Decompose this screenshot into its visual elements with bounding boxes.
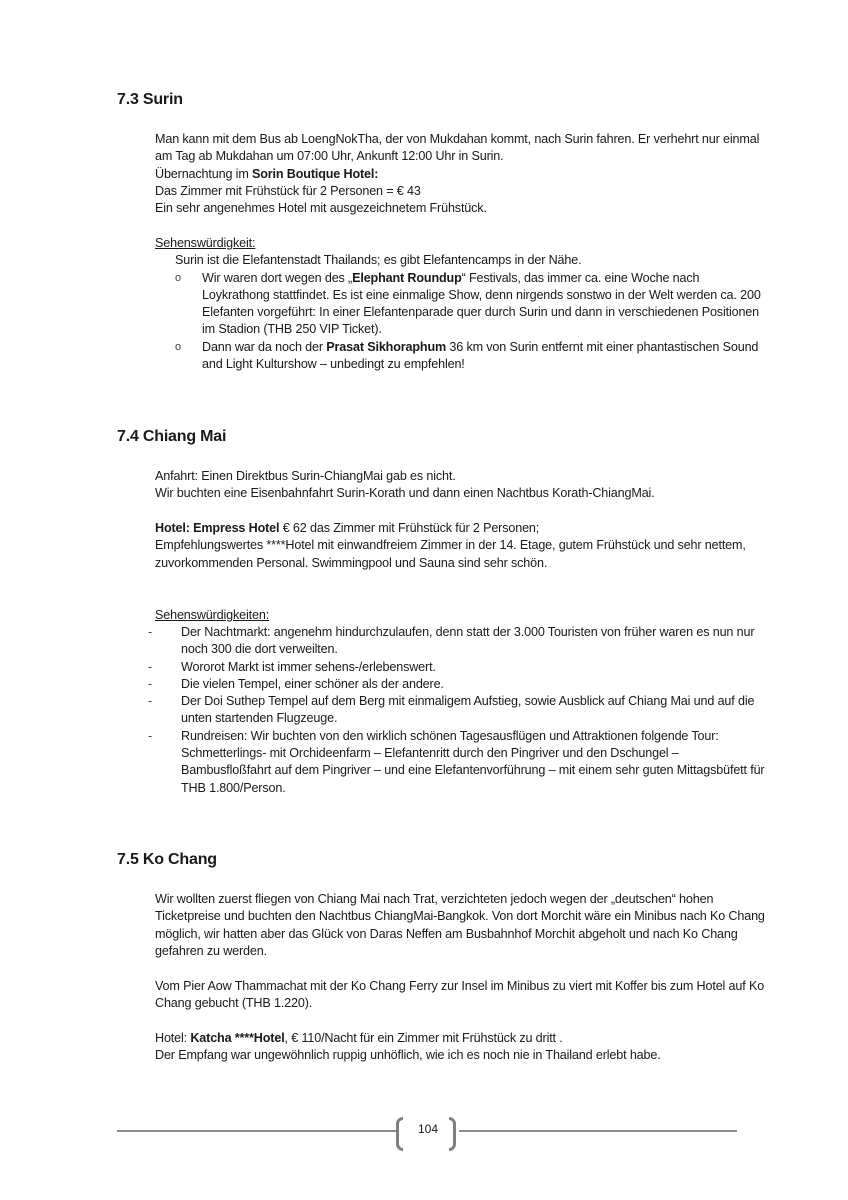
kochang-travel-text: Wir wollten zuerst fliegen von Chiang Mai nach Trat, verzichteten jedoch wegen der „deutschen“ hohen Ticketpreise und buchten den Nachtbus ChiangMai-Bangkok. Von dort Morchit wäre ein Minibus nach Ko Chang möglich, wir hatten aber das Glück von Daras Neffen am Busbahnhof Morchit abgeholt und nach Ko Chang gefahren zu werden. [155, 892, 765, 958]
chiangmai-sights [155, 607, 765, 624]
list-item-text: Der Doi Suthep Tempel auf dem Berg mit einmaligem Aufstieg, sowie Ausblick auf Chiang Mai und auf die unten startenden Flugzeuge. [181, 694, 755, 726]
section-heading-ko-chang: 7.5 Ko Chang [117, 851, 217, 868]
list-item [148, 676, 765, 693]
surin-hotel-name: Sorin Boutique Hotel: [252, 166, 379, 181]
right-brace-icon [449, 1117, 456, 1151]
chiangmai-hotel-name: Hotel: Empress Hotel [155, 521, 280, 535]
chiangmai-arrival [155, 468, 765, 503]
bullet-text-pre: Dann war da noch der [202, 339, 327, 354]
kochang-hotel-name: Katcha ****Hotel [190, 1031, 285, 1045]
surin-hotel-line [155, 166, 765, 183]
dash-icon: - [148, 676, 153, 691]
chiangmai-hotel-line [155, 520, 765, 537]
kochang-para-2 [155, 978, 765, 1013]
chiangmai-hotel [155, 520, 765, 572]
bullet-circle-icon: o [175, 271, 181, 284]
surin-bullet-list [155, 270, 765, 374]
kochang-hotel-note: Der Empfang war ungewöhnlich ruppig unhöflich, wie ich es noch nie in Thailand erlebt habe. [155, 1048, 661, 1063]
chiangmai-sights-heading: Sehenswürdigkeiten: [155, 608, 270, 622]
list-item [155, 339, 765, 374]
dash-icon: - [148, 694, 153, 709]
surin-sights-heading: Sehenswürdigkeit: [155, 236, 256, 250]
chiangmai-hotel-note: Empfehlungswertes ****Hotel mit einwandfreiem Zimmer in der 14. Etage, gutem Frühstück und sehr nettem, zuvorkommenden Personal. Swimmingpool und Sauna sind sehr schön. [155, 538, 746, 570]
list-item [148, 728, 765, 745]
list-item-text: Der Nachtmarkt: angenehm hindurchzulaufen, denn statt der 3.000 Touristen von früher waren es nun nur noch 300 die dort verweilten. [181, 625, 755, 657]
list-item [148, 624, 765, 659]
chiangmai-hotel-price: € 62 das Zimmer mit Frühstück für 2 Personen; [279, 521, 540, 535]
list-item [148, 693, 765, 728]
left-brace-icon [396, 1117, 403, 1151]
section-heading-surin: 7.3 Surin [117, 91, 183, 108]
section-heading-chiang-mai: 7.4 Chiang Mai [117, 428, 227, 445]
surin-intro [155, 131, 765, 217]
dash-icon: - [148, 625, 153, 639]
bullet-text-bold: Elephant Roundup [352, 270, 462, 285]
tour-description [148, 745, 765, 797]
list-item-text: Die vielen Tempel, einer schöner als der andere. [181, 676, 444, 691]
bullet-circle-icon: o [175, 340, 181, 353]
surin-hotel-prefix: Übernachtung im [155, 166, 253, 181]
dash-icon: - [148, 728, 153, 743]
chiangmai-arrival-2: Wir buchten eine Eisenbahnfahrt Surin-Korath und dann einen Nachtbus Korath-ChiangMai. [155, 486, 655, 501]
bullet-text-pre: Wir waren dort wegen des „ [202, 270, 353, 285]
surin-price-line: Das Zimmer mit Frühstück für 2 Personen = € 43 [155, 183, 421, 198]
bullet-text-post: “ Festivals, das immer ca. eine Woche nach Loykrathong stattfindet. Es ist eine einmalige Show, denn nirgends sonstwo in der Welt werden ca. 200 Elefanten vorgeführt: In einer Elefantenparade quer durch Surin und dann in verschiedenen Positionen im Stadion (THB 250 VIP Ticket). [202, 270, 761, 337]
surin-hotel-note: Ein sehr angenehmes Hotel mit ausgezeichnetem Frühstück. [155, 201, 487, 216]
kochang-para-1 [155, 891, 765, 960]
bullet-text-bold: Prasat Sikhoraphum [326, 339, 447, 354]
footer-rule-right [459, 1130, 737, 1132]
chiangmai-arrival-1: Anfahrt: Einen Direktbus Surin-ChiangMai gab es nicht. [155, 469, 456, 483]
surin-sights-intro: Surin ist die Elefantenstadt Thailands; es gibt Elefantencamps in der Nähe. [175, 253, 582, 268]
tour-text: Schmetterlings- mit Orchideenfarm – Elefantenritt durch den Pingriver und den Dschungel – Bambusfloßfahrt auf dem Pingriver – und eine Elefantenvorführung – mit einem sehr guten Mittagsbüfett für THB 1.800/Person. [181, 746, 765, 795]
kochang-hotel-line [155, 1030, 765, 1047]
list-item-text: Rundreisen: Wir buchten von den wirklich schönen Tagesausflügen und Attraktionen folgende Tour: [181, 728, 719, 743]
kochang-ferry-text: Vom Pier Aow Thammachat mit der Ko Chang Ferry zur Insel im Minibus zu viert mit Koffer bis zum Hotel auf Ko Chang gebucht (THB 1.220). [155, 979, 765, 1011]
surin-sights [155, 235, 765, 373]
chiangmai-dash-list [148, 624, 765, 797]
list-item [155, 270, 765, 339]
list-item-text: Wororot Markt ist immer sehens-/erlebenswert. [181, 659, 436, 674]
page-number: 104 [417, 1122, 439, 1136]
surin-bus-text: Man kann mit dem Bus ab LoengNokTha, der von Mukdahan kommt, nach Surin fahren. Er verhehrt nur einmal am Tag ab Mukdahan um 07:00 Uhr, Ankunft 12:00 Uhr in Surin. [155, 132, 760, 164]
kochang-hotel-prefix: Hotel: [155, 1031, 191, 1045]
bullet-text-post: 36 km von Surin entfernt mit einer phantastischen Sound and Light Kulturshow – unbedingt zu empfehlen! [202, 339, 759, 372]
dash-icon: - [148, 659, 153, 674]
footer-rule-left [117, 1130, 396, 1132]
kochang-hotel [155, 1030, 765, 1065]
kochang-hotel-price: , € 110/Nacht für ein Zimmer mit Frühstück zu dritt . [284, 1031, 563, 1045]
list-item [148, 659, 765, 676]
